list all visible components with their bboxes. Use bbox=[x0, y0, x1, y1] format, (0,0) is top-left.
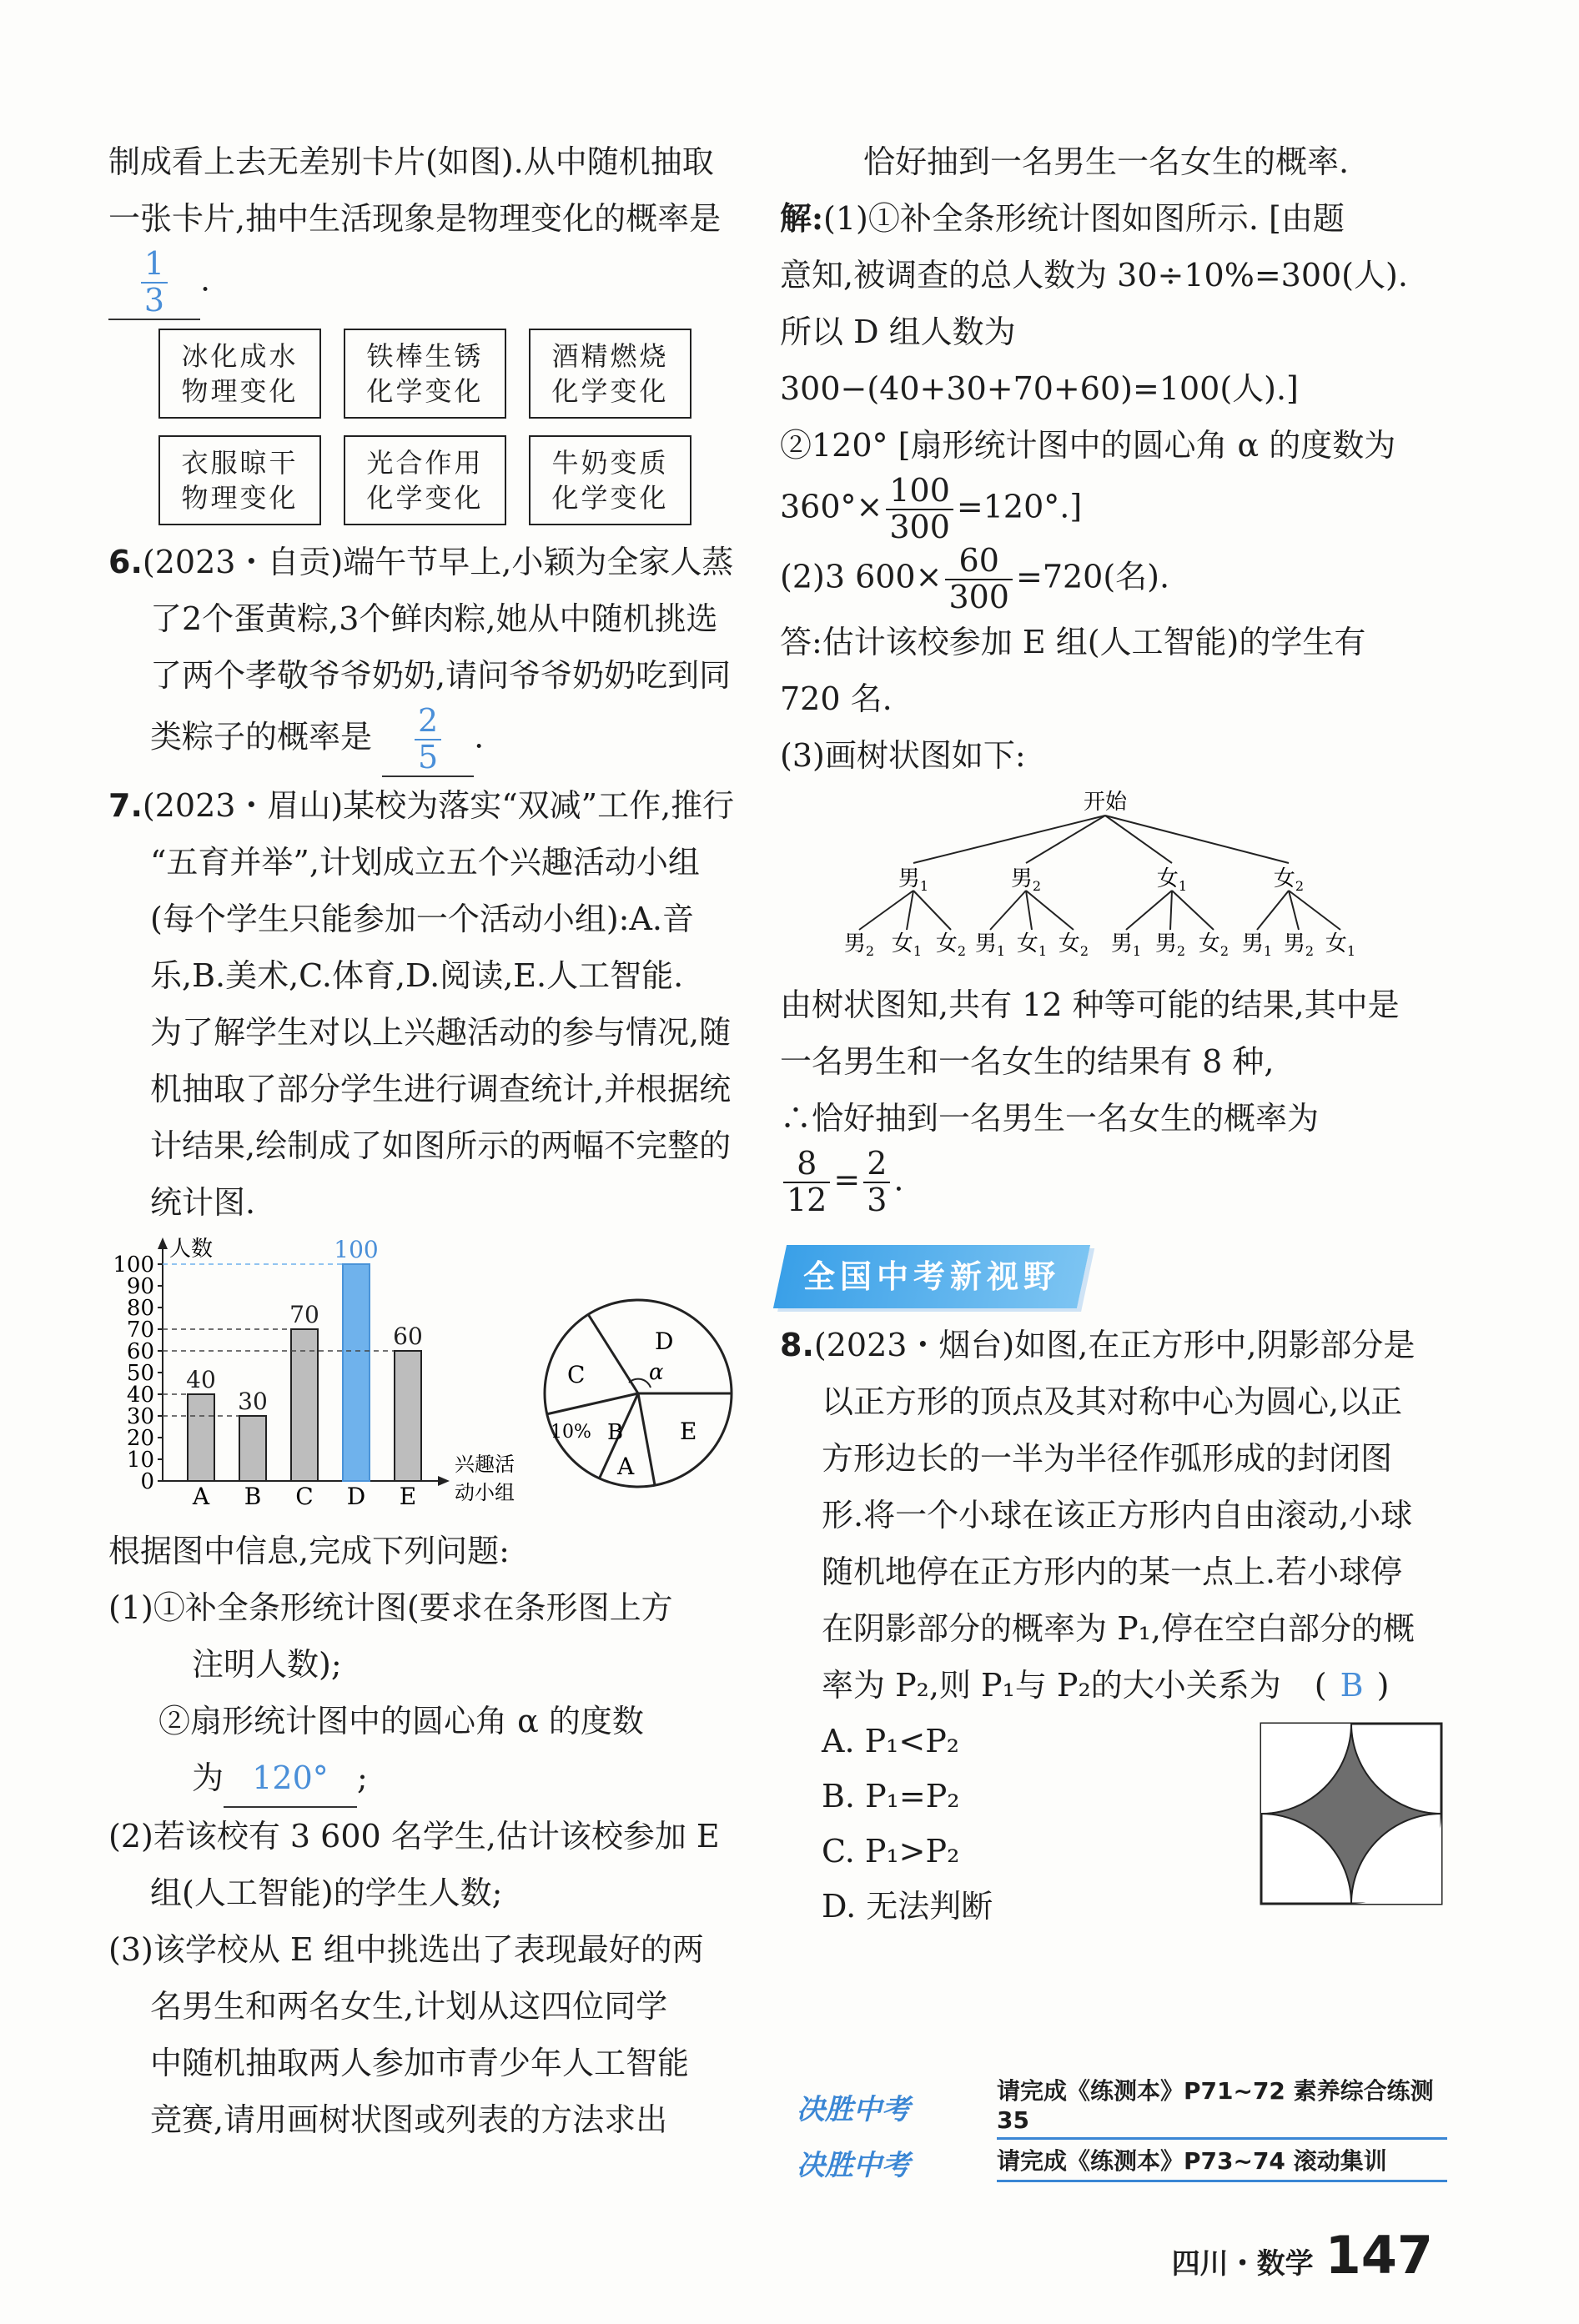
svg-text:男1: 男$_1$ bbox=[1241, 931, 1273, 959]
pie-label: A bbox=[617, 1453, 635, 1480]
footer-practice-2: 决胜中考 请完成《练测本》P73~74 滚动集训 bbox=[780, 2139, 1447, 2186]
brand-logo: 决胜中考 bbox=[797, 2092, 910, 2126]
x-category-label: C bbox=[295, 1483, 314, 1510]
page-footer bbox=[1172, 2225, 1433, 2286]
y-tick-label: 40 bbox=[126, 1383, 154, 1408]
q7-part: (1)①补全条形统计图(要求在条形图上方 bbox=[108, 1589, 673, 1626]
q8-options-area bbox=[780, 1714, 1447, 1939]
y-tick-label: 80 bbox=[126, 1296, 154, 1321]
solution-line: 由树状图知,共有 12 种等可能的结果,其中是 bbox=[780, 986, 1400, 1023]
solution-line: (2)3 600× $\frac{60}{300}$ =720(名). bbox=[780, 542, 1170, 615]
bar-e bbox=[395, 1351, 421, 1481]
q5-line: 一张卡片,抽中生活现象是物理变化的概率是 bbox=[108, 200, 722, 237]
bar-d bbox=[343, 1264, 370, 1481]
q5-answer-fraction: $\frac{1}{3}$ bbox=[141, 247, 168, 319]
card: 铁棒生锈 化学变化 bbox=[344, 329, 506, 419]
q5-answer-line: $\frac{1}{3}$ . bbox=[108, 247, 742, 320]
card: 牛奶变质 化学变化 bbox=[529, 435, 691, 525]
pie-label: B bbox=[607, 1420, 624, 1445]
q7-continued: 恰好抽到一名男生一名女生的概率. bbox=[863, 143, 1350, 180]
q7-part: ②扇形统计图中的圆心角 α 的度数 bbox=[158, 1703, 644, 1739]
svg-text:男2: 男$_2$ bbox=[843, 931, 875, 959]
right-column bbox=[780, 133, 1447, 1939]
option-d: D. 无法判断 bbox=[822, 1888, 993, 1925]
tree-level1 bbox=[898, 866, 1304, 894]
solution-line: 300−(40+30+70+60)=100(人).] bbox=[780, 370, 1299, 407]
q7-line: 为了解学生对以上兴趣活动的参与情况,随 bbox=[150, 1014, 732, 1051]
bar-value-label: 100 bbox=[334, 1236, 379, 1263]
solution-line: $\frac{8}{12}$ = $\frac{2}{3}$ . bbox=[780, 1147, 1447, 1220]
option-a: A. P₁<P₂ bbox=[822, 1723, 960, 1759]
solution-line: 答:估计该校参加 E 组(人工智能)的学生有 bbox=[780, 624, 1366, 660]
q8-line: 在阴影部分的概率为 P₁,停在空白部分的概 bbox=[822, 1610, 1415, 1647]
svg-text:男2: 男$_2$ bbox=[1283, 931, 1315, 959]
svg-text:女2: 女$_2$ bbox=[935, 931, 967, 959]
q7-part: 组(人工智能)的学生人数; bbox=[150, 1875, 503, 1911]
svg-text:女1: 女$_1$ bbox=[891, 931, 923, 959]
subject-label: 四川・数学 bbox=[1171, 2247, 1314, 2281]
bar-a bbox=[188, 1394, 214, 1481]
q7-part: 竞赛,请用画树状图或列表的方法求出 bbox=[150, 2101, 668, 2138]
bar-c bbox=[291, 1329, 318, 1481]
q7-line: (每个学生只能参加一个活动小组):A.音 bbox=[150, 901, 694, 937]
q7-line: “五育并举”,计划成立五个兴趣活动小组 bbox=[150, 844, 700, 881]
pie-label: E bbox=[680, 1418, 697, 1445]
solution-line: 所以 D 组人数为 bbox=[780, 314, 1016, 350]
q7-line: 计结果,绘制成了如图所示的两幅不完整的 bbox=[150, 1127, 732, 1164]
q8-line: 随机地停在正方形内的某一点上.若小球停 bbox=[822, 1554, 1403, 1590]
card: 光合作用 化学变化 bbox=[344, 435, 506, 525]
y-tick-label: 20 bbox=[126, 1426, 154, 1451]
pie-label: α bbox=[649, 1360, 664, 1385]
solution-line: ②120° [扇形统计图中的圆心角 α 的度数为 bbox=[780, 427, 1396, 464]
svg-text:女1: 女$_1$ bbox=[1156, 866, 1188, 894]
q7-line: 机抽取了部分学生进行调查统计,并根据统 bbox=[150, 1071, 732, 1107]
option-b: B. P₁=P₂ bbox=[822, 1778, 960, 1815]
bar-value-label: 60 bbox=[393, 1323, 423, 1350]
q8-line: 率为 P₂,则 P₁与 P₂的大小关系为 ( B ) bbox=[780, 1657, 1447, 1714]
card: 衣服晾干 物理变化 bbox=[158, 435, 321, 525]
q6-line: 了2个蛋黄粽,3个鲜肉粽,她从中随机挑选 bbox=[150, 600, 718, 637]
svg-text:女1: 女$_1$ bbox=[1325, 931, 1356, 959]
y-tick-label: 90 bbox=[126, 1274, 154, 1299]
square-figure bbox=[1260, 1722, 1443, 1905]
q7-figures bbox=[108, 1231, 742, 1523]
q8-options bbox=[780, 1714, 993, 1934]
solution-line: 解:(1)①补全条形统计图如图所示. [由题 bbox=[780, 199, 1345, 237]
y-axis-label: 人数 bbox=[169, 1237, 214, 1262]
page-number: 147 bbox=[1325, 2225, 1433, 2286]
bar-value-label: 70 bbox=[289, 1301, 319, 1328]
svg-text:女2: 女$_2$ bbox=[1198, 931, 1230, 959]
card: 酒精燃烧 化学变化 bbox=[529, 329, 691, 419]
q5-line: 制成看上去无差别卡片(如图).从中随机抽取 bbox=[108, 143, 714, 180]
x-category-label: A bbox=[192, 1483, 210, 1510]
section-banner: 全国中考新视野 bbox=[773, 1245, 1090, 1308]
bar-chart bbox=[108, 1231, 517, 1523]
brand-logo: 决胜中考 bbox=[797, 2148, 910, 2182]
x-axis-arrow bbox=[438, 1476, 450, 1486]
svg-text:男1: 男$_1$ bbox=[898, 866, 929, 894]
bar-b bbox=[239, 1416, 266, 1481]
q5-answer-blank bbox=[108, 247, 200, 320]
card: 冰化成水 物理变化 bbox=[158, 329, 321, 419]
q7-part: 注明人数); bbox=[192, 1646, 342, 1683]
option-c: C. P₁>P₂ bbox=[822, 1833, 960, 1870]
y-tick-label: 60 bbox=[126, 1339, 154, 1364]
solution-line: 一名男生和一名女生的结果有 8 种, bbox=[780, 1043, 1275, 1080]
q7-instruction: 根据图中信息,完成下列问题: bbox=[108, 1533, 510, 1569]
phenomenon-cards bbox=[158, 329, 742, 525]
x-axis-label: 动小组 bbox=[455, 1481, 515, 1504]
solution-line: 意知,被调查的总人数为 30÷10%=300(人). bbox=[780, 257, 1408, 294]
q7-part: 为 120° ; bbox=[108, 1749, 742, 1808]
bar-value-label: 30 bbox=[238, 1388, 268, 1415]
q7-answer-blank: 120° bbox=[224, 1749, 357, 1808]
svg-text:女2: 女$_2$ bbox=[1058, 931, 1089, 959]
q8-line: 形.将一个小球在该正方形内自由滚动,小球 bbox=[822, 1497, 1413, 1533]
bar-value-label: 40 bbox=[186, 1366, 216, 1393]
left-column bbox=[108, 133, 742, 2148]
y-tick-label: 0 bbox=[140, 1469, 154, 1494]
pie-label: C bbox=[567, 1361, 586, 1388]
y-tick-label: 30 bbox=[126, 1404, 154, 1429]
solution-line: (3)画树状图如下: bbox=[780, 737, 1026, 774]
q7-part: 中随机抽取两人参加市青少年人工智能 bbox=[150, 2045, 690, 2081]
tree-diagram bbox=[780, 784, 1447, 959]
svg-text:男1: 男$_1$ bbox=[1110, 931, 1142, 959]
solution-line: ∴恰好抽到一名男生一名女生的概率为 bbox=[780, 1100, 1320, 1137]
q6-line: 类粽子的概率是 $\frac{2}{5}$ . bbox=[150, 702, 485, 776]
x-axis-label: 兴趣活 bbox=[455, 1453, 515, 1476]
q8-line: 以正方形的顶点及其对称中心为圆心,以正 bbox=[822, 1383, 1403, 1420]
q6-line: 6.(2023・自贡)端午节早上,小颖为全家人蒸 bbox=[108, 544, 734, 580]
q7-line: 7.(2023・眉山)某校为落实“双减”工作,推行 bbox=[108, 787, 735, 824]
y-tick-label: 50 bbox=[126, 1361, 154, 1386]
y-tick-label: 70 bbox=[126, 1318, 154, 1343]
q8-line: 8.(2023・烟台)如图,在正方形中,阴影部分是 bbox=[780, 1327, 1416, 1363]
tree-level2 bbox=[844, 931, 1355, 959]
q6-answer-blank: $\frac{2}{5}$ bbox=[382, 704, 474, 777]
x-category-label: B bbox=[244, 1483, 262, 1510]
q8-answer: B bbox=[1340, 1667, 1364, 1704]
svg-text:男2: 男$_2$ bbox=[1010, 866, 1042, 894]
footer-practice-1: 决胜中考 请完成《练测本》P71~72 素养综合练测 35 bbox=[780, 2083, 1447, 2130]
x-category-label: E bbox=[399, 1483, 417, 1510]
q8-line: 方形边长的一半为半径作弧形成的封闭图 bbox=[822, 1440, 1393, 1477]
svg-text:男2: 男$_2$ bbox=[1154, 931, 1186, 959]
q7-line: 乐,B.美术,C.体育,D.阅读,E.人工智能. bbox=[150, 957, 684, 994]
pie-label: 10% bbox=[551, 1422, 591, 1443]
pie-chart bbox=[534, 1289, 742, 1498]
solution-line: 360°× $\frac{100}{300}$ =120°.] bbox=[780, 472, 1083, 545]
svg-text:女1: 女$_1$ bbox=[1016, 931, 1048, 959]
y-tick-label: 10 bbox=[126, 1448, 154, 1473]
q7-part: 名男生和两名女生,计划从这四位同学 bbox=[150, 1988, 668, 2025]
x-category-label: D bbox=[346, 1483, 366, 1510]
q7-part: (3)该学校从 E 组中挑选出了表现最好的两 bbox=[108, 1931, 704, 1968]
y-axis-arrow bbox=[158, 1237, 168, 1249]
svg-text:男1: 男$_1$ bbox=[974, 931, 1006, 959]
y-tick-label: 100 bbox=[113, 1252, 154, 1277]
pie-label: D bbox=[655, 1328, 674, 1355]
q7-line: 统计图. bbox=[150, 1184, 256, 1221]
q7-part: (2)若该校有 3 600 名学生,估计该校参加 E bbox=[108, 1818, 720, 1855]
q6-line: 了两个孝敬爷爷奶奶,请问爷爷奶奶吃到同 bbox=[150, 657, 732, 694]
tree-root: 开始 bbox=[1083, 790, 1128, 815]
solution-line: 720 名. bbox=[780, 680, 893, 717]
svg-text:女2: 女$_2$ bbox=[1273, 866, 1305, 894]
